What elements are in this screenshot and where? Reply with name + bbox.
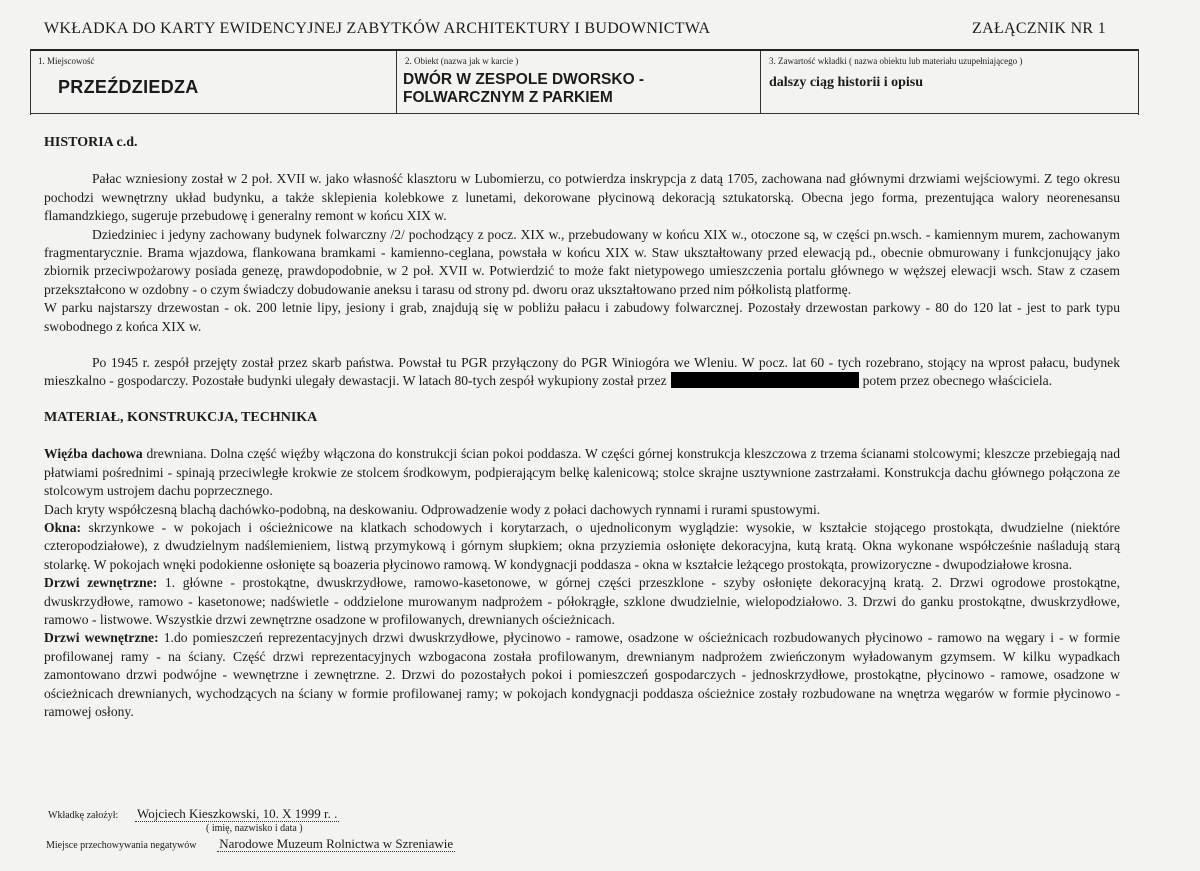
field-contents-value: dalszy ciąg historii i opisu — [769, 75, 924, 90]
field-object-value-line2: FOLWARCZNYM Z PARKIEM — [403, 89, 613, 106]
wiezba-paragraph — [44, 445, 1120, 500]
author-label: Wkładkę założył: — [48, 810, 119, 821]
field-object — [396, 51, 759, 113]
drzwi-zewnetrzne-text: 1. główne - prostokątne, dwuskrzydłowe, ramowo-kasetonowe, w górnej części przeszklone - szyby osłonięte dekoracyjną kratą. 2. Drzwi ogrodowe prostokątne, dwuskrzydłowe, ramowo - kasetonowe; nadświetle - oddzielone murowanym nadprożem - półokrągłe, szklone dwudzielnie, wielopodziałowo. 3. Drzwi do ganku prostokątne, dwuskrzydłowe, ramowo - listwowe. Wszystkie drzwi zewnętrzne osadzone w profilowanych, drewnianych ościeżnicach. — [44, 575, 1120, 627]
drzwi-zewnetrzne-label: Drzwi zewnętrzne: — [44, 575, 158, 591]
author-note: ( imię, nazwisko i data ) — [206, 823, 303, 834]
field-contents-label: 3. Zawartość wkładki ( nazwa obiektu lub materiału uzupełniającego ) — [769, 56, 1023, 66]
material-heading: MATERIAŁ, KONSTRUKCJA, TECHNIKA — [44, 409, 318, 425]
field-contents — [760, 51, 1139, 113]
drzwi-zewnetrzne-paragraph — [44, 574, 1120, 629]
form-header — [44, 20, 1120, 48]
storage-row — [46, 836, 455, 852]
storage-label: Miejsce przechowywania negatywów — [46, 840, 197, 851]
annex-number: ZAŁĄCZNIK NR 1 — [972, 20, 1106, 37]
field-locality-value: PRZEŹDZIEDZA — [58, 77, 199, 97]
author-value: Wojciech Kieszkowski, 10. X 1999 r. . — [137, 806, 338, 821]
form-title: WKŁADKA DO KARTY EWIDENCYJNEJ ZABYTKÓW ARCHITEKTURY I BUDOWNICTWA — [44, 20, 711, 37]
storage-value: Narodowe Muzeum Rolnictwa w Szreniawie — [219, 836, 454, 851]
okna-label: Okna: — [44, 519, 82, 535]
fields-rule — [30, 113, 1138, 114]
field-locality-label: 1. Miejscowość — [38, 56, 95, 66]
drzwi-wewnetrzne-paragraph — [44, 629, 1120, 721]
historia-heading: HISTORIA c.d. — [44, 135, 138, 150]
historia-paragraph-4-start: Po 1945 r. zespół przejęty został przez skarb państwa. Powstał tu PGR przyłączony do PGR Winiogóra we Wleniu. W pocz. lat 60 - tych rozebrano, stojący na wprost pałacu, budynek mieszkalno - gospodarczy. Pozostałe budynki ulegały dewastacji. W latach 80-tych zespół wykupiony został przez — [44, 355, 1120, 389]
historia-paragraph-2: Dziedziniec i jedyny zachowany budynek folwarczny /2/ pochodzący z pocz. XIX w., przebudowany w końcu XIX w., otoczone są, w części pn.wsch. - kamiennym murem, zachowanym fragmentarycznie. Brama wjazdowa, flankowana bramkami - kamienno-ceglana, powstała w końcu XIX w. Staw ukształtowany przed elewacją pd., obecnie obmurowany i funkcjonujący jako zbiornik przeciwpożarowy posiada genezę, prawdopodobnie, w 2 poł. XVII w. Potwierdzić to może fakt nietypowego umieszczenia portalu głównego w węższej elewacji wsch. Staw z czasem przekształcono w ozdobny - o czym świadczy dobudowanie aneksu i tarasu od strony pd. dworu oraz ukształtowano przed nim półkolistą platformę. — [44, 226, 1120, 297]
form-fields — [30, 51, 1138, 113]
historia-paragraph-4-end: potem przez obecnego właściciela. — [862, 373, 1053, 389]
okna-paragraph — [44, 519, 1120, 574]
field-object-value — [403, 71, 743, 107]
field-locality — [30, 51, 394, 113]
document-body — [44, 134, 1120, 721]
wiezba-text: drewniana. Dolna część więźby włączona do konstrukcji ścian pokoi poddasza. W części górnej konstrukcja kleszczowa z trzema ścianami stolcowymi; kleszcze przebiegają nad płatwiami pośrednimi - spinają przeciwległe krokwie ze stolcem środkowym, podpierającym belkę kalenicową; stolce skrajne usztywnione zastrzałami. Konstrukcja dachu głównego połączona ze stolcowym ustrojem dachu poprzecznego. — [44, 446, 1120, 499]
author-row — [48, 806, 339, 822]
historia-paragraph-1: Pałac wzniesiony został w 2 poł. XVII w. jako własność klasztoru w Lubomierzu, co potwierdza inskrypcja z datą 1705, zachowana nad głównymi drzwiami wejściowymi. Z tego okresu pochodzi wewnętrzny układ budynku, a także sklepienia kolebkowe z lunetami, dekorowane płycinową dekoracją sztukatorską. Obecna jego forma, prezentująca walory neorenesansu flamandzkiego, sugeruje przebudowę i generalny remont w końcu XIX w. — [44, 171, 1120, 224]
historia-paragraph-4 — [44, 354, 1120, 391]
dach-paragraph: Dach kryty współczesną blachą dachówko-podobną, na deskowaniu. Odprowadzenie wody z połaci dachowych rynnami i rurami spustowymi. — [44, 501, 821, 517]
drzwi-wewnetrzne-label: Drzwi wewnętrzne: — [44, 630, 159, 646]
okna-text: skrzynkowe - w pokojach i ościeżnicowe na klatkach schodowych i korytarzach, o ujednoliconym wyglądzie: wysokie, w kształcie stojącego prostokąta, dwudzielne (niektóre czteropodziałowe), z dwudzielnym nadślemieniem, listwą przymykową i górnym słupkiem; okna przyziemia osłonięte dekoracyjna, kutą kratą. Okna wykonane współcześnie naśladują starą stolarkę. W pokojach wnęki podokienne osłonięte są boazeria płycinowo ramową. W kondygnacji poddasza - okna w kształcie leżącego prostokąta, prowizoryczne - dwupodziałowe krosna. — [44, 519, 1120, 572]
drzwi-wewnetrzne-text: 1.do pomieszczeń reprezentacyjnych drzwi dwuskrzydłowe, płycinowo - ramowe, osadzone w ościeżnicach rozbudowanych płycinowo - ramowo na węgary i - w formie profilowanej ramy - na ściany. Część drzwi reprezentacyjnych wzbogacona została profilowanym, drewnianym nadprożem zwieńczonym wyładowanym gzymsem. W kilku wypadkach zamontowano drzwi podwójne - wewnętrzne i zewnętrzne. 2. Drzwi do pozostałych pokoi i pomieszczeń gospodarczych - jednoskrzydłowe, prostokątne, płycinowo - ramowe, osadzone w ościeżnicach drewnianych, wychodzących na ściany w formie profilowanej ramy; w pokojach kondygnacji poddasza ościeżnice zostały rozbudowane na wnętrza węgarów w formie płycinowo - ramowej osłony. — [44, 630, 1120, 719]
field-object-label: 2. Obiekt (nazwa jak w karcie ) — [405, 56, 519, 66]
historia-paragraph-3: W parku najstarszy drzewostan - ok. 200 letnie lipy, jesiony i grab, znajdują się w pobliżu pałacu i zabudowy folwarcznej. Pozostały drzewostan parkowy - 80 do 120 lat - jest to park typu swobodnego z końca XIX w. — [44, 300, 1120, 334]
field-object-value-line1: DWÓR W ZESPOLE DWORSKO - — [403, 71, 645, 88]
redaction-bar — [671, 372, 859, 388]
wiezba-label: Więźba dachowa — [44, 446, 143, 462]
